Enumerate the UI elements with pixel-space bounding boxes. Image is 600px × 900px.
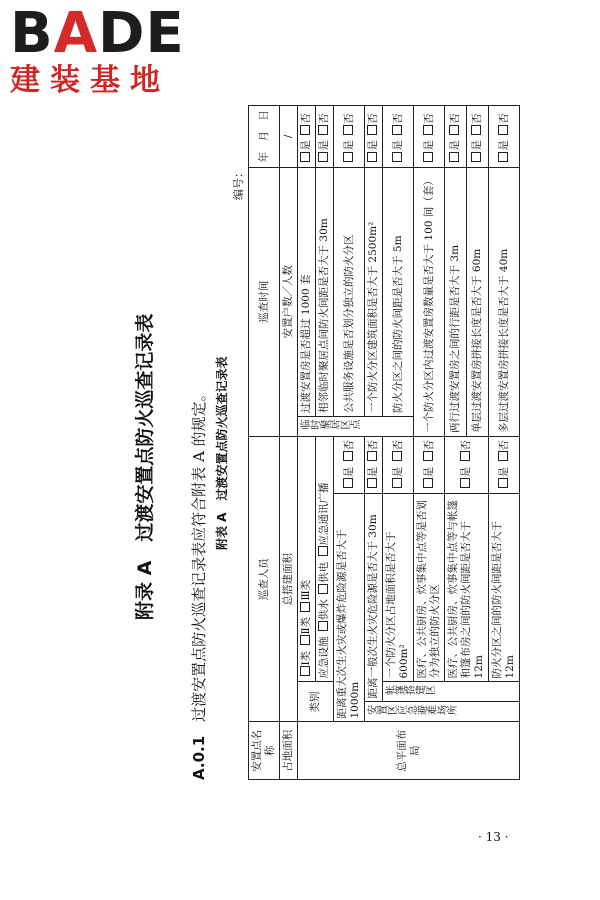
checkbox-icon[interactable] [318, 584, 328, 594]
checkbox-icon[interactable] [318, 546, 328, 556]
yes-no-check[interactable]: 是 否 [334, 436, 365, 493]
yes-no-check[interactable]: 是 否 [489, 106, 520, 168]
table-caption: 附表 A 过渡安置点防火巡查记录表 [215, 356, 229, 550]
yes-no-check[interactable]: 是 否 [365, 106, 383, 168]
yes-no-check[interactable]: 是 否 [383, 106, 414, 168]
checkbox-icon[interactable] [318, 621, 328, 631]
table-row: 防火分区之间的防火间距是否大于 12m 是 否 多层过渡安置房拼接长度是否大于 40m 是 否 [489, 106, 520, 780]
table-row: 应急设施 供水 供电 应急通讯广播 相邻临时聚居点间防火间距是否大于 30m 是 否 [316, 106, 334, 780]
checkbox-icon[interactable] [300, 667, 310, 677]
table-row: 帐篷搭建区 一个防火分区占地面积是否大于 600m² 是 否 防火分区之间的防火间距是否大于 5m 是 否 [383, 106, 414, 780]
appendix-heading: 附录 A 过渡安置点防火巡查记录表 [134, 313, 156, 620]
zone-group-label: 安置区应急避难场所 [365, 702, 520, 722]
date-value[interactable]: 年 月 日 [249, 106, 280, 168]
table-row: 安置点名称 巡查人员 巡查时间 年 月 日 [249, 106, 280, 780]
yes-no-check[interactable]: 是 否 [298, 106, 316, 168]
yes-no-check[interactable]: 是 否 [316, 106, 334, 168]
table-row: 安置区应急避难场所 距离一般次生火灾危险源是否大于 30m 是 否 一个防火分区建筑面积是否大于 2500m² 是 否 [365, 106, 383, 780]
yes-no-check[interactable]: 是 否 [467, 106, 489, 168]
yes-no-check[interactable]: 是 否 [489, 436, 520, 493]
layout-label: 总平面布局 [298, 722, 520, 780]
table-row: 医疗、公共厨房、炊事集中点等与帐篷和篷布房之间的防火间距是否大于 12m 是 否 两行过渡安置房之间的行距是否大于 3m 是 否 [445, 106, 467, 780]
yes-no-check[interactable]: 是 否 [334, 106, 365, 168]
type-checkboxes[interactable]: Ⅰ类 Ⅱ类 Ⅲ类 [298, 436, 316, 682]
inspector-cell: 巡查人员 [249, 436, 280, 722]
checkbox-icon[interactable] [300, 636, 310, 646]
yes-no-check[interactable]: 是 否 [414, 106, 445, 168]
temp-group-label: 临时聚居区点 [298, 416, 414, 436]
site-logo [10, 1, 185, 98]
yes-no-check[interactable]: 是 否 [365, 436, 383, 493]
page-number: · 13 · [478, 830, 509, 844]
yes-no-check[interactable]: 是 否 [445, 106, 467, 168]
yes-no-check[interactable]: 是 否 [383, 436, 414, 493]
table-row: 单层过渡安置房拼接长度是否大于 60m 是 否 [467, 106, 489, 780]
tent-group-label: 帐篷搭建区 [383, 682, 520, 702]
table-row: 占地面积 总搭建面积 安置户数／人数 / [280, 106, 298, 780]
number-label: 编号： [232, 167, 245, 200]
yes-no-check[interactable]: 是 否 [445, 436, 489, 493]
yes-no-check[interactable]: 是 否 [414, 436, 445, 493]
emergency-checkboxes[interactable]: 应急设施 供水 供电 应急通讯广播 [316, 436, 334, 682]
inspection-table: 安置点名称 巡查人员 巡查时间 年 月 日 占地面积 总搭建面积 安置户数／人数 / 总平面布局 类别 Ⅰ类 Ⅱ类 Ⅲ类 临时聚居区点 过渡安置房是否超过 1000 套 是 否 应急设施 供水 供电 应急通讯广播 相邻临时聚居点间防火间距是否大于 30m 是 否 距离重大次生火灾或爆炸危险源是否大于 1000m 是 否 公共服务设施是否划分独立的防火分区 是 否 安置区应急避难场所 距离一般次生火灾危险源是否大于 30m 是 否 一个防火分区建筑面积是否大于 2500m² 是 否 帐篷搭建区 一个防火分区占地面积是否大于 600m² 是 否 防火分区之间的防火间距是否大于 5m 是 否 医疗、公共厨房、炊事集中点等是否划分为独立的防火分区 是 否 一个防火分区内过渡安置房数量是否大于 100 间（套） 是 否 医疗、公共厨房、炊事集中点等与帐篷和篷布房之间的防火间距是否大于 12m 是 否 两行过渡安置房之间的行距是否大于 3m 是 否 单层过渡安置房拼接长度是否大于 60m 是 否 防火分区之间的防火间距是否大于 12m 是 否 多层过渡安置房拼接长度是否大于 40m 是 否 [248, 105, 520, 780]
logo-wordmark: BADE [10, 1, 185, 66]
checkbox-icon[interactable] [300, 602, 310, 612]
table-row: 距离重大次生火灾或爆炸危险源是否大于 1000m 是 否 公共服务设施是否划分独立的防火分区 是 否 [334, 106, 365, 780]
logo-subtitle: 建装基地 [10, 63, 170, 98]
rotated-page [130, 100, 560, 780]
table-row: 总平面布局 类别 Ⅰ类 Ⅱ类 Ⅲ类 临时聚居区点 过渡安置房是否超过 1000 套 是 否 [298, 106, 316, 780]
clause-text: A.0.1过渡安置点防火巡查记录表应符合附表 A 的规定。 [190, 386, 208, 780]
